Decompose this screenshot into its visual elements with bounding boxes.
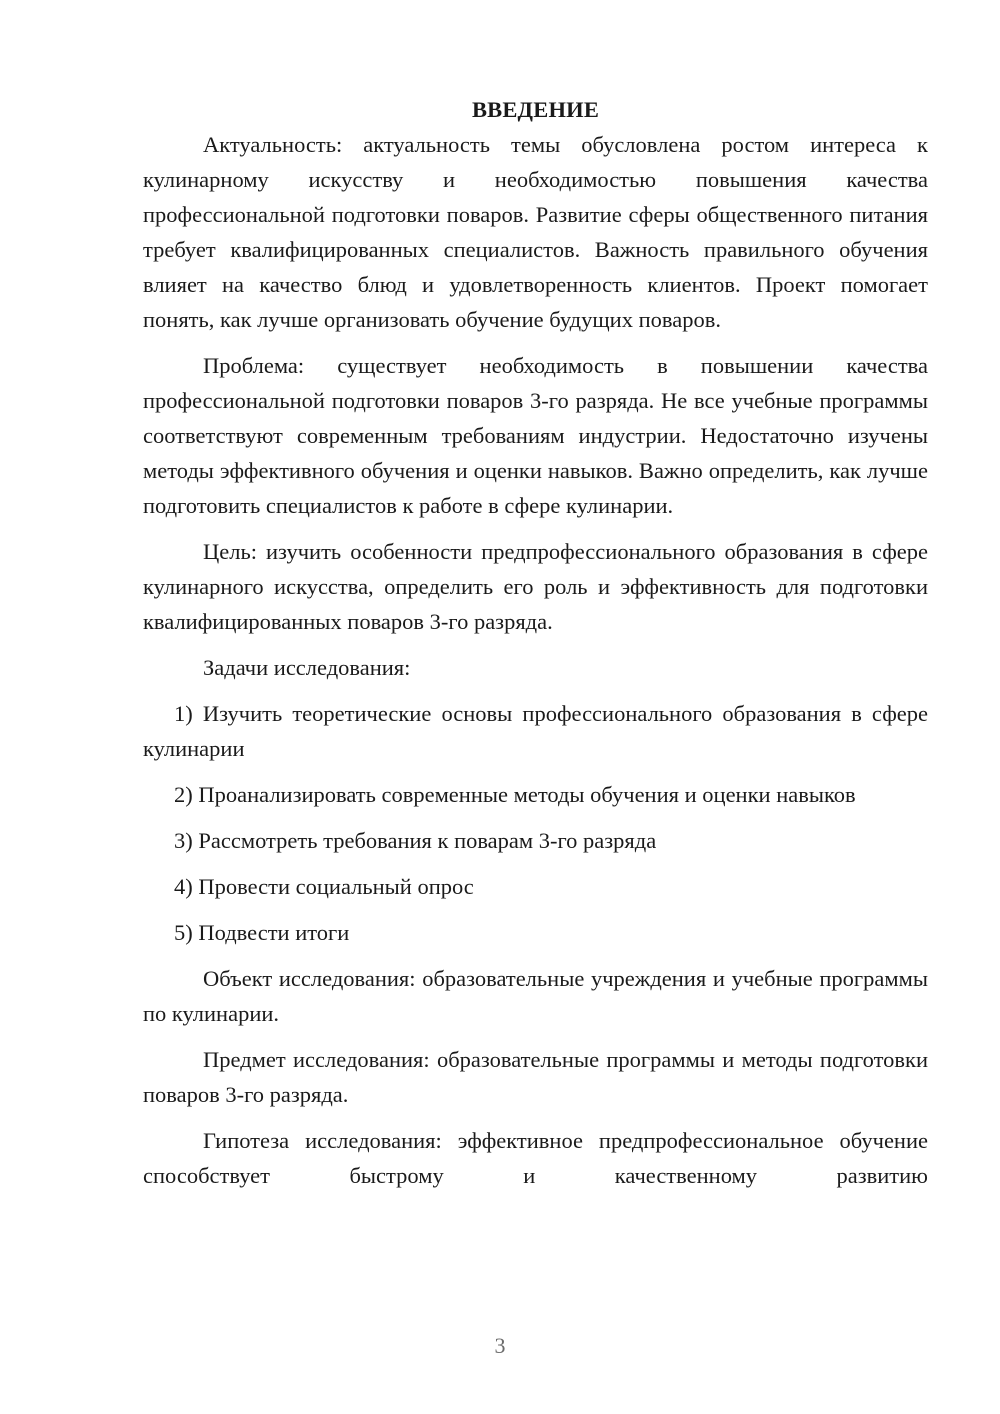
task-item-1: 1) Изучить теоретические основы профессионального образования в сфере кулинарии xyxy=(143,701,928,761)
task-item-3: 3) Рассмотреть требования к поварам 3-го разряда xyxy=(174,828,657,853)
page-number: 3 xyxy=(494,1333,506,1358)
problem-paragraph: Проблема: существует необходимость в повышении качества профессиональной подготовки поваров 3-го разряда. Не все учебные программы соответствуют современным требованиям индустрии. Недостаточно изучены методы эффективного обучения и оценки навыков. Важно определить, как лучше подготовить специалистов к работе в сфере кулинарии. xyxy=(143,353,928,518)
tasks-heading: Задачи исследования: xyxy=(203,655,411,680)
relevance-paragraph: Актуальность: актуальность темы обусловлена ростом интереса к кулинарному искусству и необходимостью повышения качества профессиональной подготовки поваров. Развитие сферы общественного питания требует квалифицированных специалистов. Важность правильного обучения влияет на качество блюд и удовлетворенность клиентов. Проект помогает понять, как лучше организовать обучение будущих поваров. xyxy=(143,132,928,332)
page-title: ВВЕДЕНИЕ xyxy=(471,97,600,122)
task-item-2: 2) Проанализировать современные методы обучения и оценки навыков xyxy=(174,782,856,807)
task-item-5: 5) Подвести итоги xyxy=(174,920,350,945)
subject-paragraph: Предмет исследования: образовательные программы и методы подготовки поваров 3-го разряда. xyxy=(143,1047,928,1107)
task-item-4: 4) Провести социальный опрос xyxy=(174,874,474,899)
hypothesis-paragraph: Гипотеза исследования: эффективное предпрофессиональное обучение способствует быстрому и качественному развитию xyxy=(143,1128,928,1188)
object-paragraph: Объект исследования: образовательные учреждения и учебные программы по кулинарии. xyxy=(143,966,928,1026)
goal-paragraph: Цель: изучить особенности предпрофессионального образования в сфере кулинарного искусства, определить его роль и эффективность для подготовки квалифицированных поваров 3-го разряда. xyxy=(143,539,928,634)
document-page xyxy=(143,92,928,1193)
